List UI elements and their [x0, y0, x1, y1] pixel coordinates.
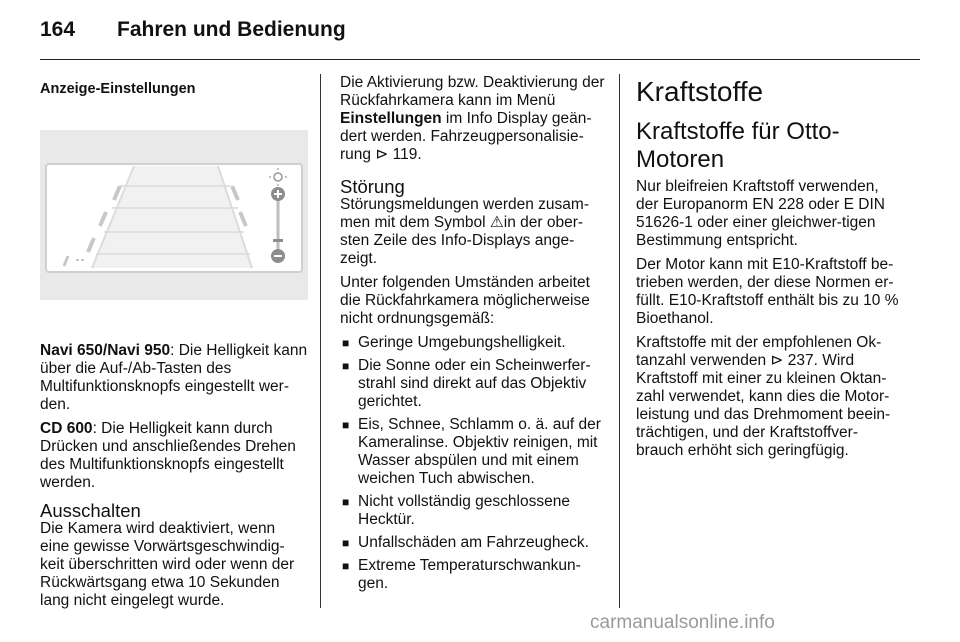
paragraph-fault-messages: Störungsmeldungen werden zusam-men mit dem Symbol ⚠in der ober-sten Zeile des Info-Displays ange-zeigt. [340, 196, 589, 267]
heading-stoerung: Störung [340, 176, 405, 197]
section-heading-display-settings: Anzeige-Einstellungen [40, 81, 196, 97]
heading-ausschalten: Ausschalten [40, 500, 141, 521]
column-1 [40, 74, 308, 616]
warning-icon: ⚠ [489, 214, 504, 231]
paragraph-activation: Die Aktivierung bzw. Deaktivierung der Rückfahrkamera kann im Menü Einstellungen im Info Display geän-dert werden. Fahrzeugpersonalisie-rung ⊳ 119. [340, 74, 605, 163]
paragraph-ausschalten: Die Kamera wird deaktiviert, wenn eine gewisse Vorwärtsgeschwindig-keit überschritten wird oder wenn der Rückwärtsgang etwa 10 Sekunden lang nicht eingelegt wurde. [40, 520, 295, 609]
column-divider-2 [619, 74, 620, 608]
bullet-icon: ■ [342, 359, 350, 373]
conditions-list [340, 334, 605, 593]
bullet-icon: ■ [342, 495, 350, 509]
list-item: ■ Unfallschäden am Fahrzeugheck. [342, 534, 589, 551]
list-item: ■ Eis, Schnee, Schlamm o. ä. auf der Kameralinse. Objektiv reinigen, mit Wasser abspülen und mit einem weichen Tuch abwischen. [342, 416, 601, 487]
camera-display-figure [40, 130, 308, 300]
paragraph-cd600-brightness: CD 600: Die Helligkeit kann durch Drücken und anschließendes Drehen des Multifunktionsknopfs eingestellt werden. [40, 420, 296, 491]
heading-kraftstoffe-otto: Kraftstoffe für Otto-Motoren [636, 118, 840, 173]
paragraph-navi-brightness: Navi 650/Navi 950: Die Helligkeit kann über die Auf-/Ab-Tasten des Multifunktionsknopfs eingestellt wer-den. [40, 342, 308, 413]
list-item: ■ Geringe Umgebungshelligkeit. [342, 334, 566, 351]
bullet-icon: ■ [342, 559, 350, 573]
watermark: carmanualsonline.info [590, 612, 775, 633]
paragraph-unleaded: Nur bleifreien Kraftstoff verwenden, der Europanorm EN 228 oder E DIN 51626-1 oder einer gleichwer-tigen Bestimmung entspricht. [636, 178, 885, 249]
column-divider-1 [320, 74, 321, 608]
list-item: ■ Nicht vollständig geschlossene Hecktür. [342, 493, 570, 528]
heading-kraftstoffe: Kraftstoffe [636, 76, 764, 107]
list-item: ■ Extreme Temperaturschwankun-gen. [342, 557, 581, 592]
reference-arrow-icon: ⊳ [375, 146, 389, 163]
chapter-title: Fahren und Bedienung [117, 18, 346, 41]
paragraph-e10: Der Motor kann mit E10-Kraftstoff be-trieben werden, der diese Normen er-füllt. E10-Kraftstoff enthält bis zu 10 % Bioethanol. [636, 256, 899, 327]
reference-arrow-icon: ⊳ [770, 352, 784, 369]
column-3 [636, 74, 904, 466]
page-header [40, 18, 920, 58]
column-2 [340, 74, 605, 598]
list-item: ■ Die Sonne oder ein Scheinwerfer-strahl sind direkt auf das Objektiv gerichtet. [342, 357, 591, 410]
rear-camera-brightness-illustration [40, 130, 308, 300]
bullet-icon: ■ [342, 536, 350, 550]
paragraph-conditions: Unter folgenden Umständen arbeitet die Rückfahrkamera möglicherweise nicht ordnungsgemäß: [340, 274, 590, 327]
paragraph-octane: Kraftstoffe mit der empfohlenen Ok-tanzahl verwenden ⊳ 237. Wird Kraftstoff mit einer zu kleinen Oktan-zahl verwendet, kann dies die Motor-leistung und das Drehmoment beein-trächtigen, und der Kraftstoffver-brauch erhöht sich geringfügig. [636, 334, 891, 459]
bullet-icon: ■ [342, 336, 350, 350]
page-number: 164 [40, 18, 76, 41]
header-divider [40, 59, 920, 60]
bullet-icon: ■ [342, 418, 350, 432]
